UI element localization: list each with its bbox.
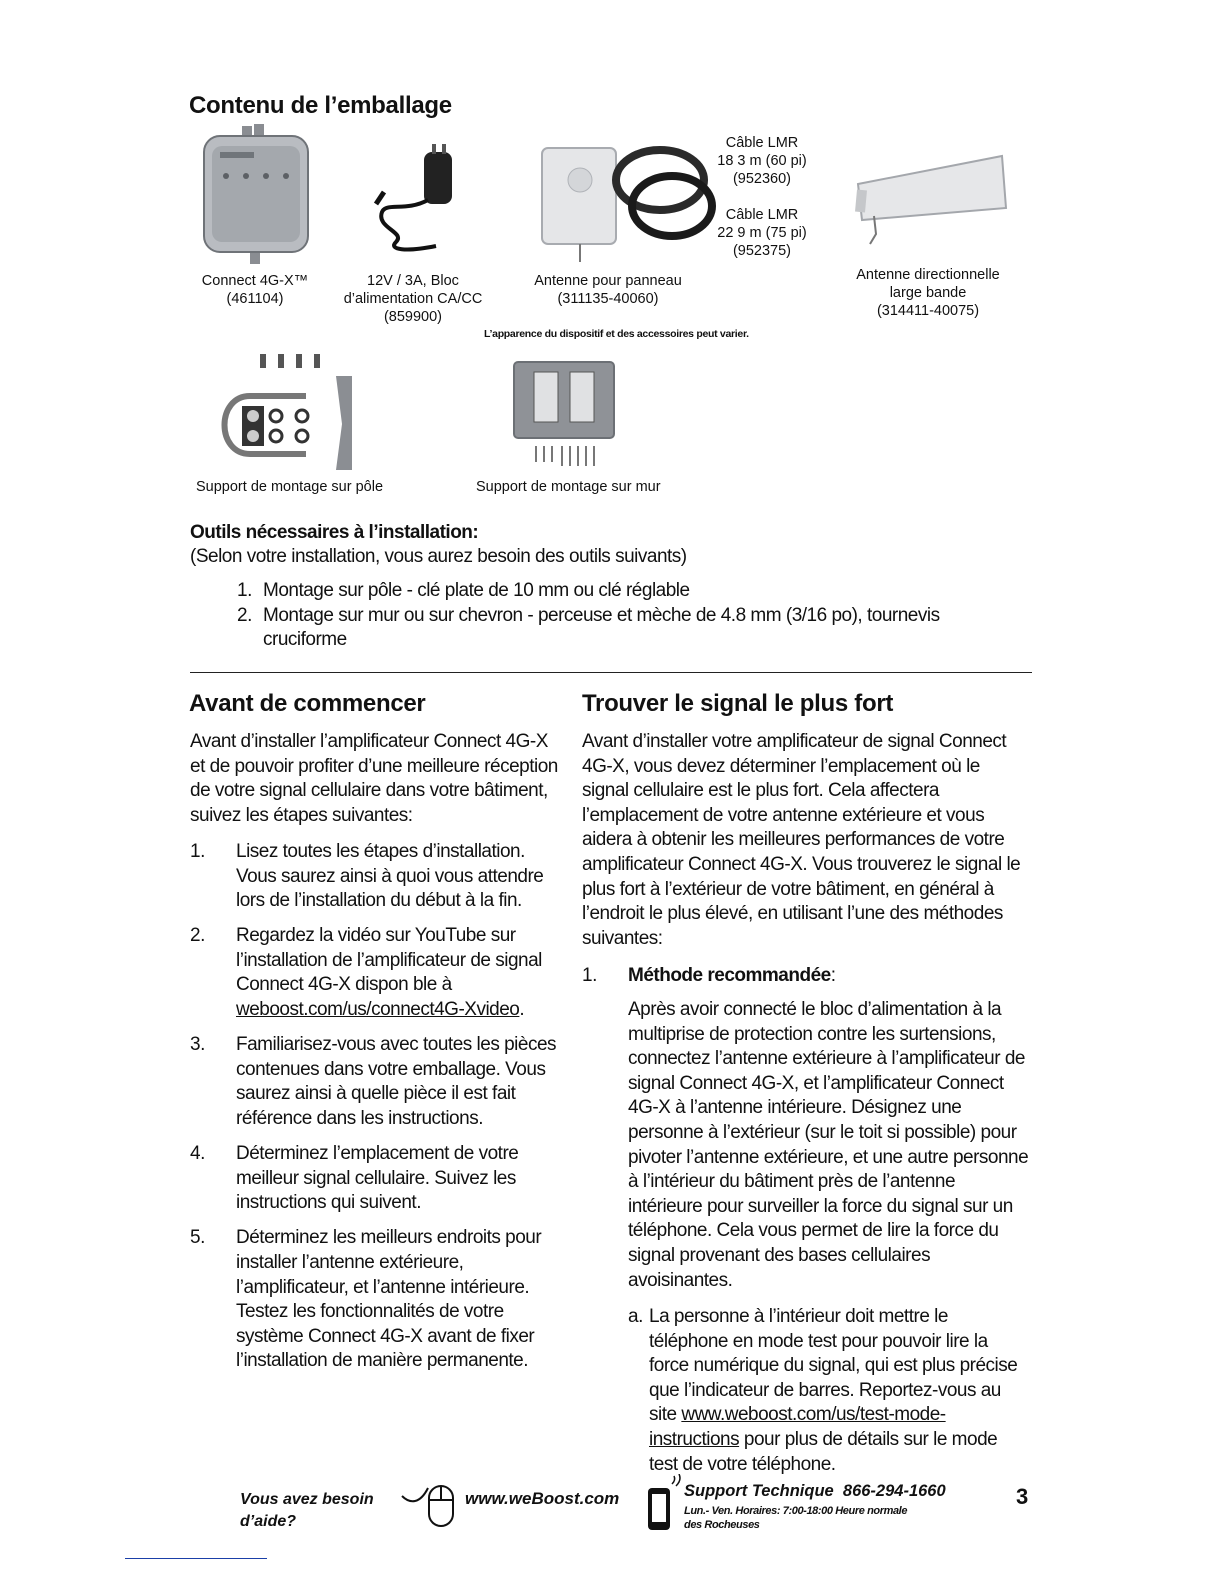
test-mode-link[interactable]: www.weboost.com/us/test-mode-instructions bbox=[649, 1404, 946, 1450]
list-item: 1. Lisez toutes les étapes d’installation. Vous saurez ainsi à quoi vous attendre lors de l’installation du début à la fin. bbox=[190, 841, 544, 912]
power-supply-caption: 12V / 3A, Bloc d’alimentation CA/CC (859900) bbox=[343, 273, 483, 325]
phone-icon bbox=[644, 1474, 684, 1532]
mouse-icon bbox=[400, 1474, 460, 1530]
before-intro: Avant d’installer l’amplificateur Connect 4G-X et de pouvoir profiter d’une meilleure réception de votre signal cellulaire dans votre bâtiment, suivez les étapes suivantes: bbox=[190, 731, 558, 826]
tools-title: Outils nécessaires à l’installation: bbox=[190, 522, 479, 543]
booster-image bbox=[196, 124, 314, 264]
signal-title: Trouver le signal le plus fort bbox=[582, 690, 894, 717]
list-item: 1. Montage sur pôle - clé plate de 10 mm ou clé réglable bbox=[237, 580, 690, 601]
tools-subtitle: (Selon votre installation, vous aurez besoin des outils suivants) bbox=[190, 546, 687, 567]
pole-mount-image bbox=[210, 348, 362, 472]
package-title: Contenu de l’emballage bbox=[189, 92, 452, 119]
appearance-disclaimer: L’apparence du dispositif et des accessoires peut varier. bbox=[484, 328, 749, 340]
directional-antenna-caption: Antenne directionnelle large bande (314411-40075) bbox=[856, 267, 1000, 319]
section-divider bbox=[190, 672, 1032, 673]
method-heading: Méthode recommandée: bbox=[628, 965, 836, 986]
footer-help-text: Vous avez besoin d’aide? bbox=[240, 1491, 374, 1530]
list-item: 2. Montage sur mur ou sur chevron - perceuse et mèche de 4.8 mm (3/16 po), tournevis cruciforme bbox=[237, 604, 940, 651]
list-item: 4. Déterminez l’emplacement de votre meilleur signal cellulaire. Suivez les instructions qui suivent. bbox=[190, 1143, 519, 1214]
footer-website[interactable]: www.weBoost.com bbox=[465, 1489, 620, 1508]
cable-75-caption: Câble LMR 22 9 m (75 pi) (952375) bbox=[717, 207, 807, 259]
pole-mount-caption: Support de montage sur pôle bbox=[196, 479, 384, 495]
panel-antenna-caption: Antenne pour panneau (311135-40060) bbox=[534, 273, 682, 307]
wall-mount-image bbox=[512, 360, 616, 472]
video-link[interactable]: weboost.com/us/connect4G-Xvideo bbox=[236, 999, 520, 1021]
sub-a-label: a. bbox=[628, 1306, 643, 1327]
method-text: Après avoir connecté le bloc d’alimentation à la multiprise de protection contre les surtensions, connectez l’antenne extérieure à l’amplificateur de signal Connect 4G-X, et l’amplificateur Connect 4G-X à l’antenne intérieure. Désignez une personne à l’extérieur (sur le toit si possible) pour pivoter l’antenne extérieure, et une autre personne à l’intérieur du bâtiment près de l’antenne intérieure pour surveiller la force du signal sur un téléphone. Cela vous permet de lire la force du signal provenant des bases cellulaires avoisinantes. bbox=[628, 999, 1029, 1291]
wall-mount-caption: Support de montage sur mur bbox=[476, 479, 661, 495]
method-number: 1. bbox=[582, 965, 597, 986]
footer-support: Support Technique 866-294-1660 bbox=[684, 1482, 946, 1500]
tools-list bbox=[237, 579, 1007, 653]
footnote-rule bbox=[125, 1558, 267, 1559]
list-item: 3. Familiarisez-vous avec toutes les pièces contenues dans votre emballage. Vous saurez ainsi à quelle pièce il est fait référence dans les instructions. bbox=[190, 1034, 557, 1129]
cable-60-caption: Câble LMR 18 3 m (60 pi) (952360) bbox=[717, 135, 807, 187]
signal-intro: Avant d’installer votre amplificateur de signal Connect 4G-X, vous devez déterminer l’emplacement où le signal cellulaire est le plus fort. Cela affectera l’emplacement de votre antenne extérieure et vous aidera à obtenir les meilleures performances de votre amplificateur Connect 4G-X. Vous trouverez le signal le plus fort à l’extérieur de votre bâtiment, en général à l’endroit le plus élevé, en utilisant l’une des méthodes suivantes: bbox=[582, 731, 1021, 949]
directional-antenna-image bbox=[852, 150, 1012, 250]
sub-a-text: La personne à l’intérieur doit mettre le téléphone en mode test pour pouvoir lire la force numérique du signal, qui est plus précise que l’indicateur de barres. Reportez-vous au site www.weboost.com/us/test-mode-instructions pour plus de détails sur le mode test de votre téléphone. bbox=[649, 1306, 1018, 1475]
panel-antenna-image bbox=[540, 136, 716, 264]
before-title: Avant de commencer bbox=[189, 690, 426, 717]
booster-caption: Connect 4G-X™ (461104) bbox=[201, 273, 309, 307]
footer-hours: Lun.- Ven. Horaires: 7:00-18:00 Heure normale des Rocheuses bbox=[684, 1505, 908, 1531]
page-number: 3 bbox=[1016, 1484, 1029, 1509]
list-item: 2. Regardez la vidéo sur YouTube sur l’installation de l’amplificateur de signal Connect 4G-X dispon ble à weboost.com/us/connect4G-Xvideo. bbox=[190, 925, 542, 1021]
before-steps bbox=[190, 840, 560, 1384]
list-item: 5. Déterminez les meilleurs endroits pour installer l’antenne extérieure, l’amplificateur, et l’antenne intérieure. Testez les fonctionnalités de votre système Connect 4G-X avant de fixer l’installation de manière permanente. bbox=[190, 1227, 542, 1372]
power-supply-image bbox=[366, 142, 462, 254]
